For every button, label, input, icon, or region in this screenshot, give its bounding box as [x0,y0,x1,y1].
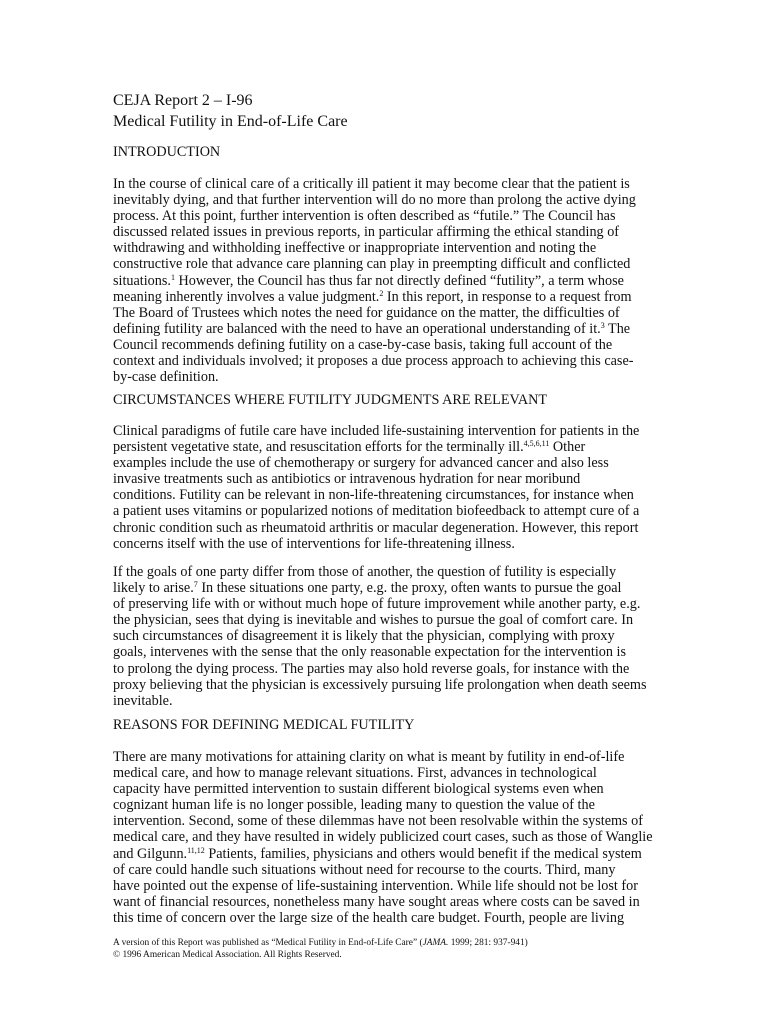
text-line: of care could handle such situations without need for recourse to the courts. Third, many [113,861,616,878]
text-line: to prolong the dying process. The parties may also hold reverse goals, for instance with the [113,660,630,677]
text-line: The Board of Trustees which notes the need for guidance on the matter, the difficulties of [113,304,620,321]
text-line: a patient uses vitamins or popularized notions of meditation biofeedback to attempt cure of a [113,503,640,520]
introduction-paragraph [113,176,661,385]
circumstances-heading: CIRCUMSTANCES WHERE FUTILITY JUDGMENTS ARE RELEVANT [113,392,548,408]
footnote-copyright: © 1996 American Medical Association. All Rights Reserved. [113,950,342,960]
footnote-text-after: 1999; 281: 937-941) [448,938,528,948]
reasons-heading: REASONS FOR DEFINING MEDICAL FUTILITY [113,717,415,733]
footnote-publication [113,937,528,949]
text-line: meaning inherently involves a value judgment.$^2$ In this report, in response to a request from [113,288,632,305]
text-line: defining futility are balanced with the need to have an operational understanding of it.$^3$ The [113,320,631,337]
text-line: Council recommends defining futility on a case-by-case basis, taking full account of the [113,336,613,353]
text-line: context and individuals involved; it proposes a due process approach to achieving this case- [113,353,634,370]
text-line: of preserving life with or without much hope of future improvement while another party, e.g. [113,596,641,613]
circumstances-paragraph-2 [113,564,661,709]
text-line: persistent vegetative state, and resuscitation efforts for the terminally ill.$^{4,5,6,11}$ Other [113,439,586,456]
report-header [113,90,661,132]
text-line: In the course of clinical care of a critically ill patient it may become clear that the patient is [113,176,630,192]
text-line: goals, intervenes with the sense that the only reasonable expectation for the intervention is [113,644,626,661]
text-line: want of financial resources, nonetheless many have sought areas where costs can be saved in [113,893,640,910]
text-line: cognizant human life is no longer possible, leading many to question the value of the [113,797,595,814]
text-line: chronic condition such as rheumatoid arthritis or macular degeneration. However, this report [113,519,639,536]
text-line: withdrawing and withholding ineffective or inappropriate intervention and noting the [113,240,597,257]
text-line: inevitably dying, and that further intervention will do no more than prolong the active dying [113,192,636,209]
text-line: have pointed out the expense of life-sustaining intervention. While life should not be lost for [113,877,638,894]
text-line: process. At this point, further intervention is often described as “futile.” The Council has [113,208,616,225]
text-line: discussed related issues in previous reports, in particular affirming the ethical standing of [113,224,620,241]
text-line: intervention. Second, some of these dilemmas have not been resolvable within the systems of [113,813,643,830]
text-line: conditions. Futility can be relevant in non-life-threatening circumstances, for instance when [113,487,634,504]
text-line: medical care, and how to manage relevant situations. First, advances in technological [113,765,597,782]
text-line: capacity have permitted intervention to sustain different biological systems even when [113,781,604,798]
text-line: concerns itself with the use of interventions for life-threatening illness. [113,535,515,552]
report-id: CEJA Report 2 – I-96 [113,92,253,109]
text-line: medical care, and they have resulted in widely publicized court cases, such as those of Wanglie [113,829,653,846]
citation-superscript: 1 [170,272,175,282]
text-line: the physician, sees that dying is inevitable and wishes to pursue the goal of comfort care. In [113,612,634,629]
text-line: constructive role that advance care planning can play in preempting difficult and conflicted [113,256,631,273]
text-line: If the goals of one party differ from those of another, the question of futility is especially [113,564,617,580]
text-line: likely to arise.$^7$ In these situations one party, e.g. the proxy, often wants to pursue the goal [113,580,622,597]
introduction-heading: INTRODUCTION [113,144,221,160]
text-line: by-case definition. [113,369,219,386]
text-line: invasive treatments such as antibiotics or intravenous hydration for near moribund [113,471,581,488]
text-line: inevitable. [113,692,173,709]
footnote-journal: JAMA. [422,938,449,948]
text-line: examples include the use of chemotherapy or surgery for advanced cancer and also less [113,455,609,472]
reasons-paragraph [113,749,661,926]
text-line: There are many motivations for attaining clarity on what is meant by futility in end-of-life [113,749,625,765]
text-line: and Gilgunn.$^{11,12}$ Patients, families, physicians and others would benefit if the medical system [113,845,642,862]
citation-superscript: 3 [600,320,605,330]
citation-superscript: 11,12 [187,845,205,855]
footnote [113,937,528,961]
text-line: such circumstances of disagreement it is likely that the physician, complying with proxy [113,628,615,645]
footnote-text-before: A version of this Report was published as “Medical Futility in End-of-Life Care” ( [113,938,423,948]
citation-superscript: 2 [379,288,384,298]
text-line: Clinical paradigms of futile care have included life-sustaining intervention for patients in the [113,423,640,439]
circumstances-paragraph-1 [113,423,661,552]
text-line: this time of concern over the large size of the health care budget. Fourth, people are living [113,909,625,926]
text-line: proxy believing that the physician is excessively pursuing life prolongation when death seems [113,676,647,693]
text-line: situations.$^1$ However, the Council has thus far not directly defined “futility”, a term whose [113,272,624,289]
citation-superscript: 7 [193,580,198,590]
citation-superscript: 4,5,6,11 [523,439,550,449]
report-title: Medical Futility in End-of-Life Care [113,113,348,130]
